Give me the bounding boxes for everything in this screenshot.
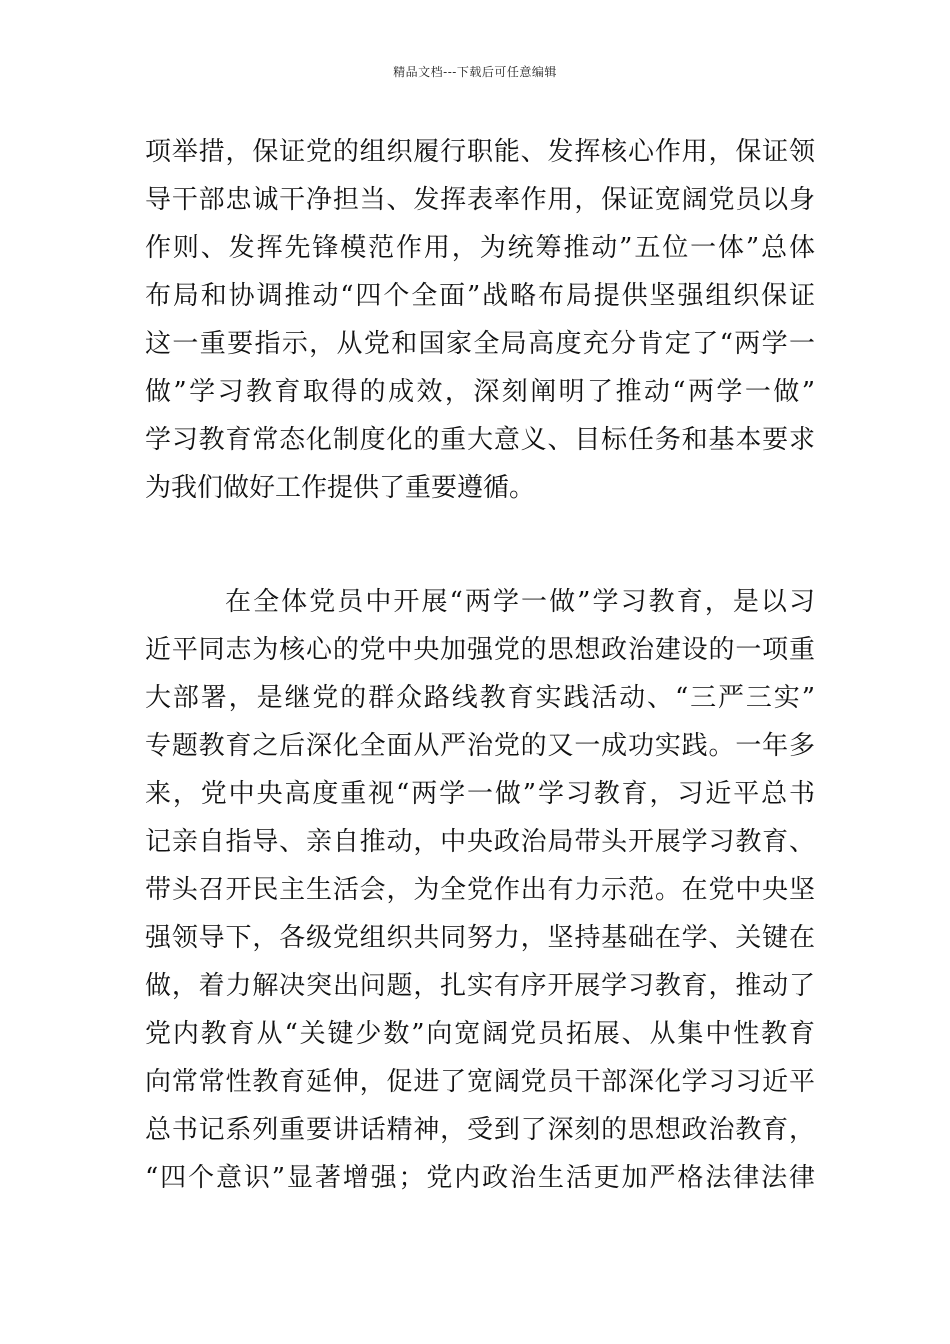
paragraph-1 — [145, 128, 815, 512]
text-line: 专题教育之后深化全面从严治党的又一成功实践。一年多 — [145, 731, 815, 761]
text-line: 项举措，保证党的组织履行职能、发挥核心作用，保证领 — [145, 137, 815, 167]
text-line: 学习教育常态化制度化的重大意义、目标任务和基本要求 — [145, 425, 815, 455]
text-line: 总书记系列重要讲话精神，受到了深刻的思想政治教育， — [145, 1115, 815, 1145]
text-line: 强领导下，各级党组织共同努力，坚持基础在学、关键在 — [145, 923, 815, 953]
text-line: 导干部忠诚干净担当、发挥表率作用，保证宽阔党员以身 — [145, 185, 815, 215]
text-line: 作则、发挥先锋模范作用，为统筹推动”五位一体”总体 — [145, 233, 815, 263]
text-line: 为我们做好工作提供了重要遵循。 — [145, 473, 536, 503]
text-line: 在全体党员中开展“两学一做”学习教育，是以习 — [225, 587, 815, 617]
text-line: 布局和协调推动“四个全面”战略布局提供坚强组织保证 — [145, 281, 815, 311]
text-line: 记亲自指导、亲自推动，中央政治局带头开展学习教育、 — [145, 827, 815, 857]
text-line: “四个意识”显著增强；党内政治生活更加严格法律法律 — [145, 1163, 815, 1193]
paragraph-2 — [145, 578, 815, 1202]
text-line: 党内教育从“关键少数”向宽阔党员拓展、从集中性教育 — [145, 1019, 815, 1049]
text-line: 做”学习教育取得的成效，深刻阐明了推动“两学一做” — [145, 377, 815, 407]
text-line: 带头召开民主生活会，为全党作出有力示范。在党中央坚 — [145, 875, 815, 905]
text-line: 来，党中央高度重视“两学一做”学习教育，习近平总书 — [145, 779, 815, 809]
text-line: 大部署，是继党的群众路线教育实践活动、“三严三实” — [145, 683, 815, 713]
text-line: 近平同志为核心的党中央加强党的思想政治建设的一项重 — [145, 635, 815, 665]
text-line: 做，着力解决突出问题，扎实有序开展学习教育，推动了 — [145, 971, 815, 1001]
text-line: 这一重要指示，从党和国家全局高度充分肯定了“两学一 — [145, 329, 815, 359]
page-header: 精品文档---下载后可任意编辑 — [393, 65, 557, 79]
text-line: 向常常性教育延伸，促进了宽阔党员干部深化学习习近平 — [145, 1067, 815, 1097]
